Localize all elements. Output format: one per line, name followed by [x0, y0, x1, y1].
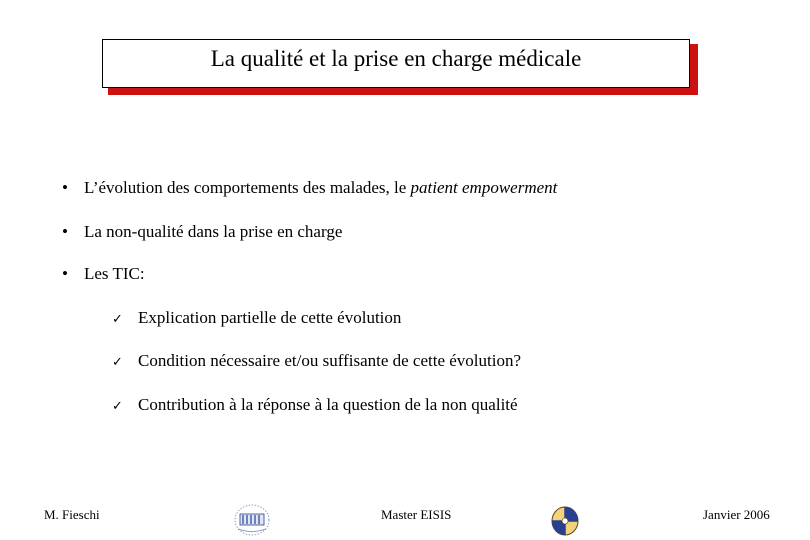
bullet-italic-text: patient empowerment — [410, 178, 558, 197]
emblem-logo-icon — [550, 505, 580, 537]
sub-bullet-item — [112, 395, 518, 415]
footer-date: Janvier 2006 — [703, 507, 770, 522]
sub-bullet-text: Condition nécessaire et/ou suffisante de cette évolution? — [138, 351, 522, 370]
sub-bullet-text: Explication partielle de cette évolution — [138, 308, 402, 327]
bullet-text: La non-qualité dans la prise en charge — [84, 222, 343, 241]
footer-center: Master EISIS — [381, 507, 452, 522]
bullet-dot: • — [62, 222, 68, 241]
institution-logo-icon — [232, 503, 272, 537]
bullet-item — [62, 264, 145, 284]
bullet-dot: • — [62, 178, 68, 197]
slide-title: La qualité et la prise en charge médicale — [210, 46, 582, 71]
bullet-text: L’évolution des comportements des malades, le — [84, 178, 411, 197]
sub-bullet-text: Contribution à la réponse à la question de la non qualité — [138, 395, 518, 414]
sub-bullet-item — [112, 308, 401, 328]
check-icon: ✓ — [112, 399, 123, 414]
check-icon: ✓ — [112, 312, 123, 327]
footer-author: M. Fieschi — [44, 507, 100, 522]
bullet-item — [62, 222, 342, 242]
bullet-text: Les TIC: — [84, 264, 145, 283]
sub-bullet-item — [112, 351, 521, 371]
bullet-dot: • — [62, 264, 68, 283]
title-box — [102, 39, 690, 88]
bullet-item — [62, 178, 557, 198]
check-icon: ✓ — [112, 355, 123, 370]
